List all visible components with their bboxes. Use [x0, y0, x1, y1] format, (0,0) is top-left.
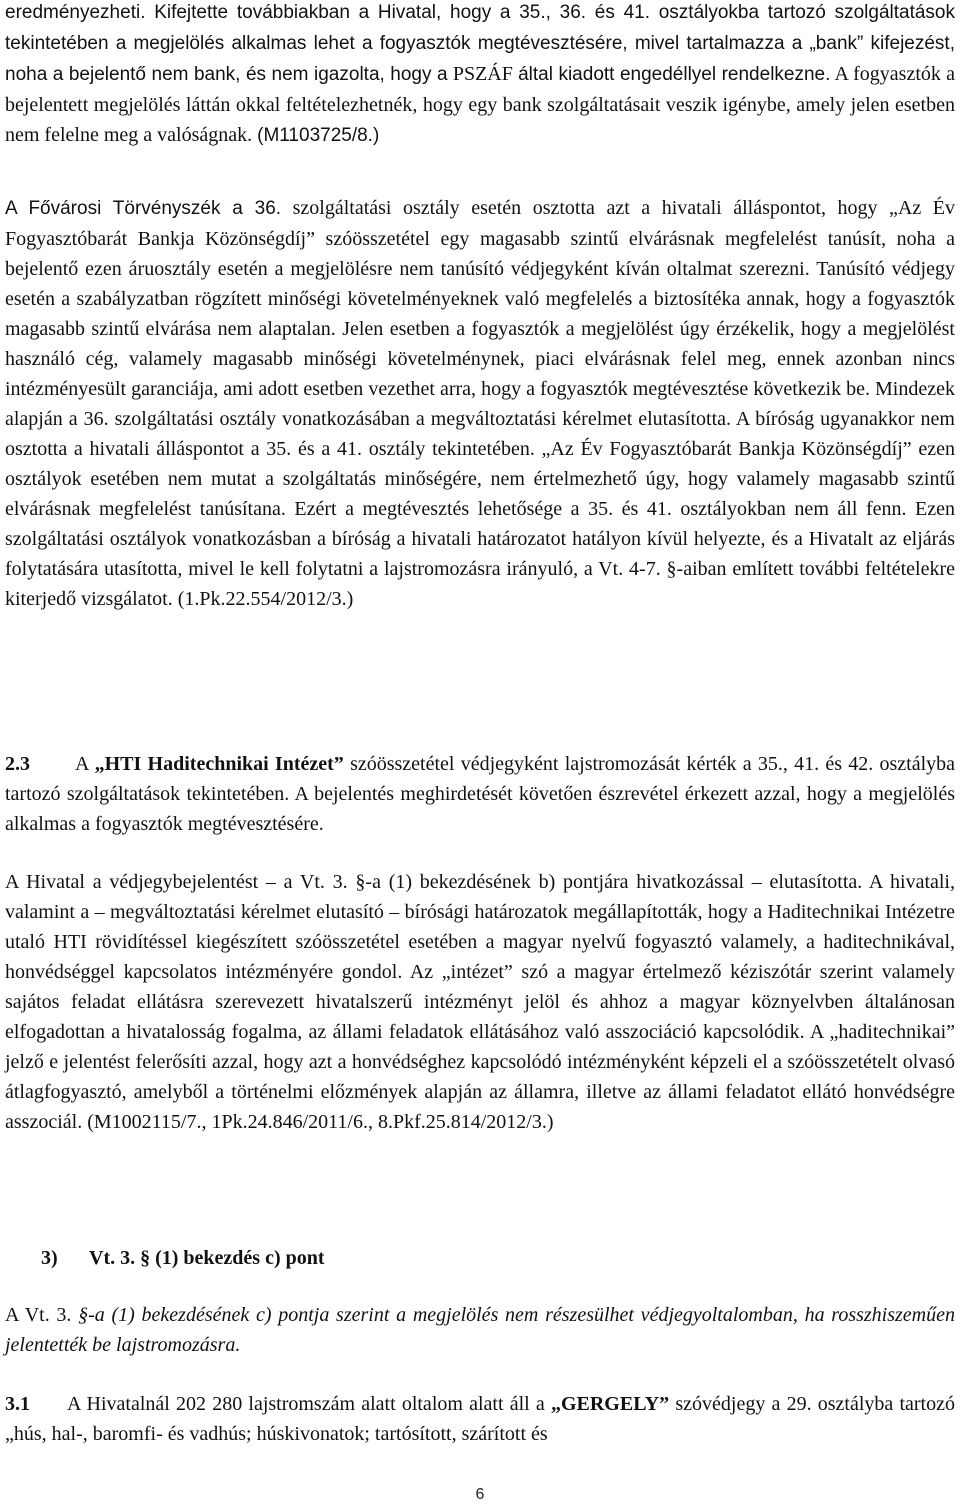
paragraph-torvenyszek	[5, 193, 955, 614]
paragraph-hivatal-text-3: Az „intézet” szó a magyar értelmező kéziszótár szerint valamely sajátos feladat ellátásra szerevezett hivatalszerű intézményt jelöl és ahhoz a magyar köznyelvben általánosan elfogadottan a hivatalosság fogalma, az állami feladatok ellátásához való asszociáció kapcsolódik.	[5, 961, 955, 1043]
paragraph-vt-quote-text: §-a (1) bekezdésének c) pontja szerint a megjelölés nem részesülhet védjegyoltalomban, ha rosszhiszeműen jelentették be lajstromozásra.	[5, 1304, 956, 1356]
section-2-3-mark-name: „HTI Haditechnikai Intézet”	[94, 753, 344, 775]
paragraph-pszaf-text-3: A fogyasztók a bejelentett megjelölés láttán okkal feltételezhetnék, hogy egy bank szolgáltatásait veszik igénybe, amely jelen esetben nem felelne meg a valóságnak.	[5, 63, 955, 146]
paragraph-torvenyszek-lead: A Fővárosi Törvényszék a 36.	[5, 198, 282, 219]
section-2-3-text-2: szóösszetétel védjegyként lajstromozását kérték a 35., 41. és 42. osztályba tartozó szolgáltatások tekintetében.	[5, 753, 956, 805]
heading-section-3-title: Vt. 3. § (1) bekezdés c) pont	[89, 1247, 325, 1269]
section-3-1	[5, 1389, 955, 1449]
paragraph-pszaf-pszaf: PSZÁF	[452, 63, 513, 85]
section-2-3	[5, 749, 955, 839]
paragraph-pszaf	[5, 0, 955, 151]
section-2-3-text-3: A bejelentés meghirdetését követően észrevétel érkezett azzal, hogy a megjelölés alkalmas a fogyasztók megtévesztésére.	[5, 783, 955, 835]
heading-section-3-number: 3)	[41, 1247, 58, 1269]
paragraph-pszaf-ref: (M1103725/8.)	[257, 125, 380, 146]
paragraph-hivatal	[5, 867, 955, 1137]
paragraph-torvenyszek-text-1: szolgáltatási osztály esetén osztotta azt a hivatali álláspontot, hogy „Az Év Fogyasztóbarát Bankja Közönségdíj” szóösszetétel egy magasabb szintű elvárásnak megfelelést tanúsít, noha a bejelentő ezen áruosztály esetén a megjelölésre nem tanúsító védjegyként kíván oltalmat szerezni.	[5, 197, 956, 280]
paragraph-pszaf-text-1: eredményezheti. Kifejtette továbbiakban a Hivatal, hogy a 35., 36. és 41. osztályokba tartozó szolgáltatások tekintetében a megjelölés alkalmas lehet a fogyasztók megtévesztésére, mivel tartalmazza a „bank” kifejezést, noha a bejelentő nem bank, és nem igazolta, hogy a	[5, 2, 955, 85]
paragraph-torvenyszek-text-2: Tanúsító védjegy esetén a szabályzatban rögzített minőségi követelményeknek való megfelelés a biztosítéka annak, hogy a fogyasztók magasabb szintű elvárása nem alaptalan. Jelen esetben a fogyasztók a megjelölést úgy érzékelik, hogy a megjelölést használó cég, valamely magasabb minőségi követelménynek, piaci elvárásnak felel meg, ennek azonban nincs intézményesült garanciája, ami adott esetben vezethet arra, hogy a fogyasztók megtévesztése következik be. Mindezek alapján a 36. szolgáltatási osztály vonatkozásában a megváltoztatási kérelmet elutasította. A bíróság ugyanakkor nem osztotta a hivatali álláspontot a 35. és a 41. osztály tekintetében. „Az Év Fogyasztóbarát Bankja Közönségdíj” ezen osztályok esetében nem mutat a szolgáltatás minőségére, nem értelmezhető úgy, hogy valamely magasabb szintű elvárásnak megfelelést tanúsítana. Ezért a megtévesztés lehetősége a 35. és 41. osztályokban nem áll fenn. Ezen szolgáltatási osztályok vonatkozásban a bíróság a hivatali határozatot hatályon kívül helyezte, és a Hivatalt az eljárás folytatására utasította, mivel le kell folytatni a lajstromozásra irányuló, a Vt. 4-7. §-aiban említett további feltételekre kiterjedő vizsgálatot. (1.Pk.22.554/2012/3.)	[5, 258, 955, 610]
page-number: 6	[475, 1486, 485, 1503]
paragraph-hivatal-text-4: A „haditechnikai” jelző e jelentést felerősíti azzal, hogy azt a honvédséghez kapcsolódó intézményként képzeli el a szóösszetételt olvasó átlagfogyasztó, amelyből a történelmi előzmények alapján az államra, illetve az állami feladatot ellátó honvédségre asszociál. (M1002115/7., 1Pk.24.846/2011/6., 8.Pkf.25.814/2012/3.)	[5, 1021, 956, 1133]
section-3-1-text-2: szóvédjegy a 29. osztályba tartozó „hús, hal-, baromfi- és vadhús; húskivonatok; tartósított, szárított és	[5, 1393, 955, 1445]
section-3-1-mark-name: „GERGELY”	[550, 1393, 670, 1415]
section-2-3-text-1: A	[75, 753, 89, 775]
paragraph-vt-quote-lead: A Vt. 3.	[5, 1304, 72, 1326]
section-2-3-number: 2.3	[5, 753, 30, 775]
paragraph-hivatal-text-1: A Hivatal a védjegybejelentést – a Vt. 3. §-a (1) bekezdésének b) pontjára hivatkozással – elutasította.	[5, 871, 863, 893]
paragraph-pszaf-text-2: által kiadott engedéllyel rendelkezne.	[518, 64, 831, 85]
paragraph-hivatal-text-2: A hivatali, valamint a – megváltoztatási kérelmet elutasító – bírósági határozatok megállapították, hogy a Haditechnikai Intézetre utaló HTI rövidítéssel kiegészített szóösszetétel esetében a magyar nyelvű fogyasztó valamely, a haditechnikával, honvédséggel kapcsolatos intézményére gondol.	[5, 871, 955, 983]
section-3-1-number: 3.1	[5, 1393, 30, 1415]
section-3-1-text-1: A Hivatalnál 202 280 lajstromszám alatt oltalom alatt áll a	[67, 1393, 545, 1415]
heading-section-3	[5, 1243, 955, 1273]
paragraph-vt-quote	[5, 1300, 955, 1360]
